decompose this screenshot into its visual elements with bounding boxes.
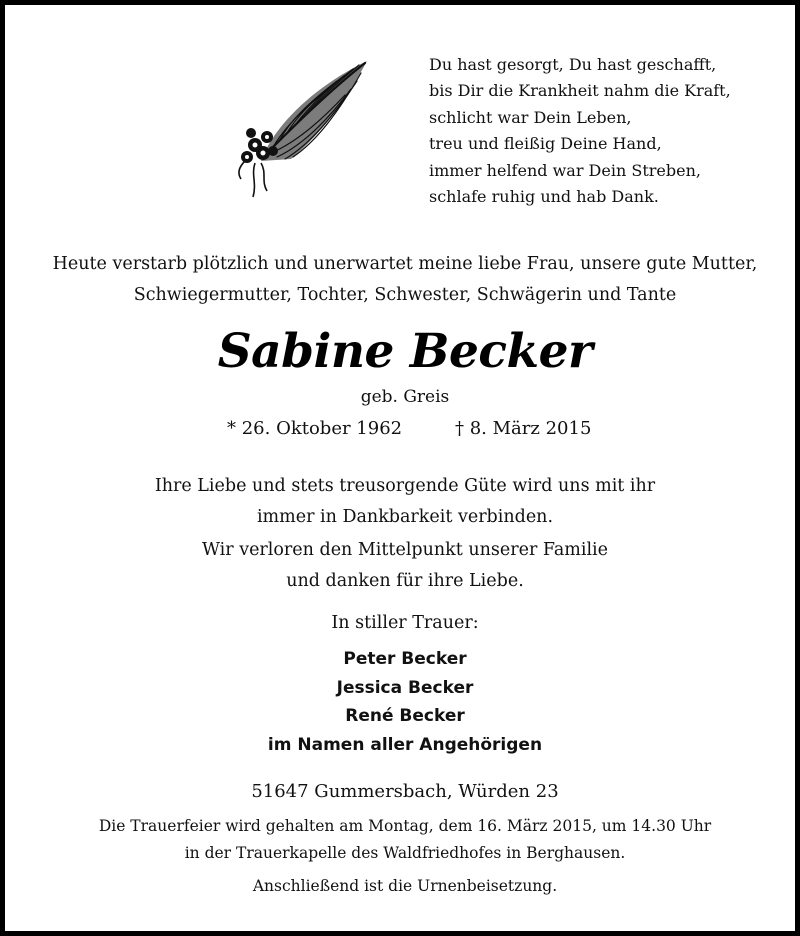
urn-burial-info: Anschließend ist die Urnenbeisetzung. (252, 877, 558, 895)
poem (429, 52, 731, 210)
announcement-line: Heute verstarb plötzlich und unerwartet meine liebe Frau, unsere gute Mutter, (52, 254, 758, 274)
tribute-line: und danken für ihre Liebe. (286, 571, 524, 591)
service-line: Die Trauerfeier wird gehalten am Montag, dem 16. März 2015, um 14.30 Uhr (98, 817, 712, 835)
poem-line: Du hast gesorgt, Du hast geschafft, (429, 55, 717, 74)
poem-line: schlafe ruhig und hab Dank. (429, 187, 659, 207)
mourning-label: In stiller Trauer: (331, 613, 479, 633)
tribute-paragraph (5, 535, 800, 597)
birth-name: geb. Greis (360, 387, 450, 407)
life-dates (5, 416, 800, 442)
tribute-line: immer in Dankbarkeit verbinden. (256, 507, 554, 527)
birth-date: * 26. Oktober 1962 (227, 418, 403, 439)
poem-line: schlicht war Dein Leben, (429, 107, 632, 127)
death-date: † 8. März 2015 (455, 418, 592, 439)
feather-with-flowers-icon (233, 57, 373, 202)
mourners-list (5, 645, 800, 759)
mourner-name: im Namen aller Angehörigen (267, 734, 543, 755)
poem-line: immer helfend war Dein Streben, (429, 160, 701, 180)
mourner-name: René Becker (345, 706, 465, 726)
mourner-name: Jessica Becker (336, 677, 474, 698)
announcement-line: Schwiegermutter, Tochter, Schwester, Schwägerin und Tante (133, 285, 677, 305)
deceased-name: Sabine Becker (217, 324, 593, 379)
poem-line: bis Dir die Krankheit nahm die Kraft, (429, 81, 731, 101)
service-line: in der Trauerkapelle des Waldfriedhofes in Berghausen. (184, 844, 626, 862)
poem-line: treu und fleißig Deine Hand, (429, 134, 662, 154)
mourner-name: Peter Becker (343, 649, 467, 669)
tribute-line: Ihre Liebe und stets treusorgende Güte wird uns mit ihr (154, 476, 656, 496)
tribute-paragraph (5, 471, 800, 533)
family-address: 51647 Gummersbach, Würden 23 (251, 781, 559, 802)
death-announcement (5, 249, 800, 311)
funeral-service-info (5, 813, 800, 867)
tribute-line: Wir verloren den Mittelpunkt unserer Familie (201, 540, 609, 560)
